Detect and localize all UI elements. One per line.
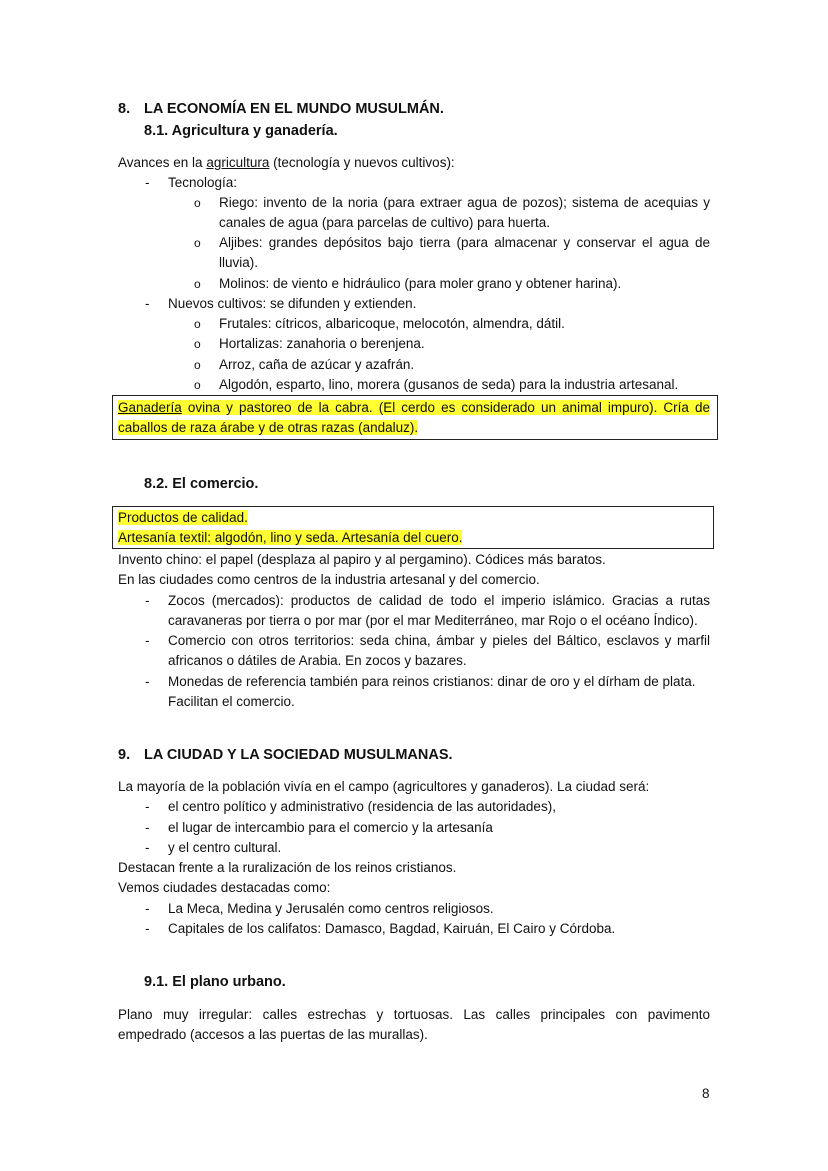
- vemos-line: Vemos ciudades destacadas como:: [118, 880, 331, 895]
- artesania-text: Artesanía textil: algodón, lino y seda. Artesanía del cuero.: [118, 530, 463, 545]
- ciudad-item-3: y el centro cultural.: [168, 840, 282, 855]
- intro-text-post: (tecnología y nuevos cultivos):: [269, 155, 455, 170]
- ganaderia-word: Ganadería: [118, 400, 182, 415]
- section-8-heading: [118, 99, 444, 119]
- plano-line-2: empedrado (accesos a las puertas de las murallas).: [118, 1027, 428, 1042]
- ganaderia-text-1: ovina y pastoreo de la cabra. (El cerdo es considerado un animal impuro). Cría de: [181, 400, 710, 415]
- dash-bullet: -: [145, 296, 150, 311]
- tech-label: Tecnología:: [168, 175, 238, 190]
- dash-bullet: -: [145, 674, 150, 689]
- algodon-item: Algodón, esparto, lino, morera (gusanos de seda) para la industria artesanal.: [219, 377, 679, 392]
- cultivos-label: Nuevos cultivos: se difunden y extienden.: [168, 296, 417, 311]
- section-8-2-heading: 8.2. El comercio.: [144, 476, 259, 492]
- circle-bullet: o: [194, 358, 201, 372]
- section-8-title: LA ECONOMÍA EN EL MUNDO MUSULMÁN.: [144, 101, 444, 117]
- dash-bullet: -: [145, 633, 150, 648]
- agriculture-intro: [118, 153, 455, 173]
- monedas-line-1: Monedas de referencia también para reinos cristianos: dinar de oro y el dírham de plata.: [168, 674, 696, 689]
- ciudad-item-1: el centro político y administrativo (residencia de las autoridades),: [168, 799, 556, 814]
- circle-bullet: o: [194, 236, 201, 250]
- dash-bullet: -: [145, 175, 150, 190]
- comercio-line-1: Comercio con otros territorios: seda china, ámbar y pieles del Báltico, esclavos y marfil: [168, 633, 710, 648]
- molinos-item: Molinos: de viento e hidráulico (para moler grano y obtener harina).: [219, 276, 622, 291]
- circle-bullet: o: [194, 196, 201, 210]
- ciudad-item-2: el lugar de intercambio para el comercio y la artesanía: [168, 820, 493, 835]
- artesania-line: [118, 528, 462, 548]
- productos-text: Productos de calidad.: [118, 510, 248, 525]
- dash-bullet: -: [145, 901, 150, 916]
- dash-bullet: -: [145, 593, 150, 608]
- destacan-line: Destacan frente a la ruralización de los reinos cristianos.: [118, 860, 457, 875]
- section-9-title: LA CIUDAD Y LA SOCIEDAD MUSULMANAS.: [144, 747, 453, 763]
- page-number: 8: [702, 1086, 710, 1101]
- productos-line: [118, 508, 248, 528]
- section-8-1-heading: 8.1. Agricultura y ganadería.: [144, 123, 338, 139]
- ganaderia-line-2: [118, 418, 418, 438]
- dash-bullet: -: [145, 840, 150, 855]
- arroz-item: Arroz, caña de azúcar y azafrán.: [219, 357, 415, 372]
- dash-bullet: -: [145, 921, 150, 936]
- riego-line-1: Riego: invento de la noria (para extraer agua de pozos); sistema de acequias y: [219, 195, 710, 210]
- plano-line-1: Plano muy irregular: calles estrechas y tortuosas. Las calles principales con pavimento: [118, 1007, 710, 1022]
- comercio-line-2: africanos o dátiles de Arabia. En zocos y bazares.: [168, 653, 467, 668]
- frutales-item: Frutales: cítricos, albaricoque, melocotón, almendra, dátil.: [219, 316, 565, 331]
- agricultura-underlined: agricultura: [206, 155, 270, 170]
- zocos-line-1: Zocos (mercados): productos de calidad de todo el imperio islámico. Gracias a rutas: [168, 593, 710, 608]
- zocos-line-2: caravaneras por tierra o por mar (por el mar Mediterráneo, mar Rojo o el océano Índico).: [168, 613, 698, 628]
- aljibes-line-1: Aljibes: grandes depósitos bajo tierra (para almacenar y conservar el agua de: [219, 235, 710, 250]
- circle-bullet: o: [194, 277, 201, 291]
- dash-bullet: -: [145, 799, 150, 814]
- section-9-1-heading: 9.1. El plano urbano.: [144, 974, 286, 990]
- ciudades-line: En las ciudades como centros de la industria artesanal y del comercio.: [118, 572, 540, 587]
- meca-item: La Meca, Medina y Jerusalén como centros religiosos.: [168, 901, 494, 916]
- ganaderia-line-1: [118, 398, 710, 418]
- capitales-item: Capitales de los califatos: Damasco, Bagdad, Kairuán, El Cairo y Córdoba.: [168, 921, 616, 936]
- section-9-number: 9.: [118, 747, 131, 763]
- circle-bullet: o: [194, 378, 201, 392]
- circle-bullet: o: [194, 337, 201, 351]
- section-8-number: 8.: [118, 101, 131, 117]
- invento-line: Invento chino: el papel (desplaza al papiro y al pergamino). Códices más baratos.: [118, 552, 606, 567]
- aljibes-line-2: lluvia).: [219, 255, 259, 270]
- riego-line-2: canales de agua (para parcelas de cultivo) para huerta.: [219, 215, 550, 230]
- ganaderia-text-2: caballos de raza árabe y de otras razas (andaluz).: [118, 420, 419, 435]
- section-9-heading: [118, 745, 453, 765]
- poblacion-intro: La mayoría de la población vivía en el campo (agricultores y ganaderos). La ciudad será:: [118, 779, 650, 794]
- hortalizas-item: Hortalizas: zanahoria o berenjena.: [219, 336, 425, 351]
- intro-text-pre: Avances en la: [118, 155, 207, 170]
- dash-bullet: -: [145, 820, 150, 835]
- circle-bullet: o: [194, 317, 201, 331]
- monedas-line-2: Facilitan el comercio.: [168, 694, 295, 709]
